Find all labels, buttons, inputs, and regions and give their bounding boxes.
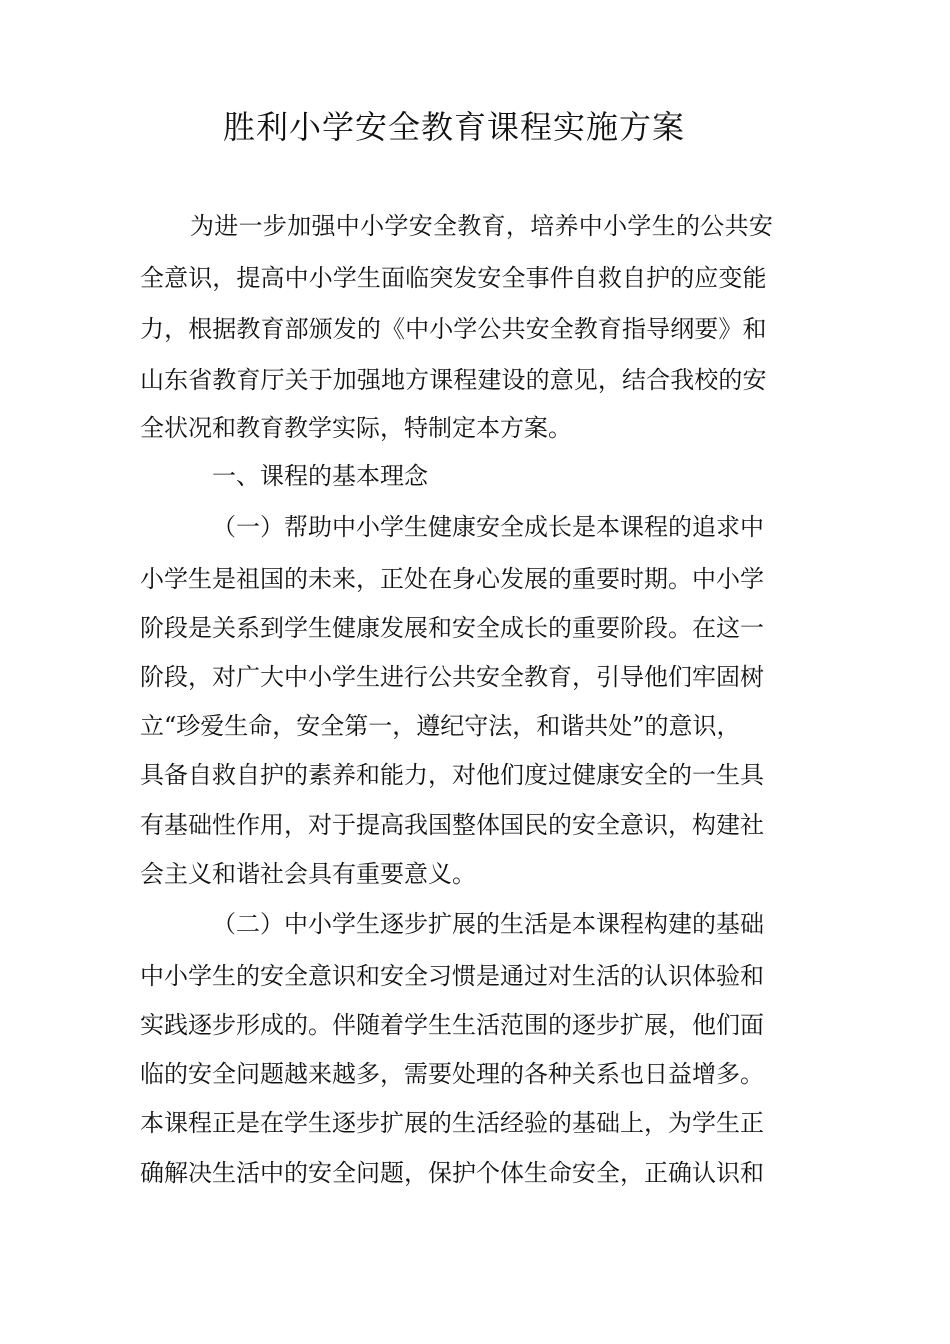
subsection-heading: （二）中小学生逐步扩展的生活是本课程构建的基础: [212, 910, 764, 938]
paragraph-line: 有基础性作用，对于提高我国整体国民的安全意识，构建社: [140, 811, 764, 839]
paragraph-line: 小学生是祖国的未来，正处在身心发展的重要时期。中小学: [140, 565, 764, 593]
paragraph-line: 会主义和谐社会具有重要意义。: [140, 860, 476, 888]
document-title: 胜利小学安全教育课程实施方案: [222, 108, 685, 146]
paragraph-line: 本课程正是在学生逐步扩展的生活经验的基础上，为学生正: [140, 1109, 764, 1137]
subsection-heading: （一）帮助中小学生健康安全成长是本课程的追求中: [212, 513, 764, 541]
paragraph-line: 全状况和教育教学实际，特制定本方案。: [140, 414, 572, 442]
paragraph-line: 全意识，提高中小学生面临突发安全事件自救自护的应变能: [140, 264, 767, 292]
paragraph-line: 山东省教育厅关于加强地方课程建设的意见，结合我校的安: [140, 366, 767, 394]
paragraph-line: 确解决生活中的安全问题，保护个体生命安全，正确认识和: [140, 1159, 764, 1187]
section-heading: 一、课程的基本理念: [212, 462, 428, 490]
paragraph-line: 具备自救自护的素养和能力，对他们度过健康安全的一生具: [140, 761, 764, 789]
paragraph-line: 为进一步加强中小学安全教育，培养中小学生的公共安: [190, 212, 774, 240]
paragraph-line: 阶段，对广大中小学生进行公共安全教育，引导他们牢固树: [140, 663, 764, 691]
paragraph-line: 立“珍爱生命，安全第一，遵纪守法，和谐共处”的意识，: [140, 712, 741, 740]
paragraph-line: 阶段是关系到学生健康发展和安全成长的重要阶段。在这一: [140, 614, 764, 642]
paragraph-line: 中小学生的安全意识和安全习惯是通过对生活的认识体验和: [140, 962, 764, 990]
paragraph-line: 实践逐步形成的。伴随着学生生活范围的逐步扩展，他们面: [140, 1011, 764, 1039]
paragraph-line: 临的安全问题越来越多，需要处理的各种关系也日益增多。: [140, 1060, 764, 1088]
paragraph-line: 力，根据教育部颁发的《中小学公共安全教育指导纲要》和: [140, 315, 767, 343]
